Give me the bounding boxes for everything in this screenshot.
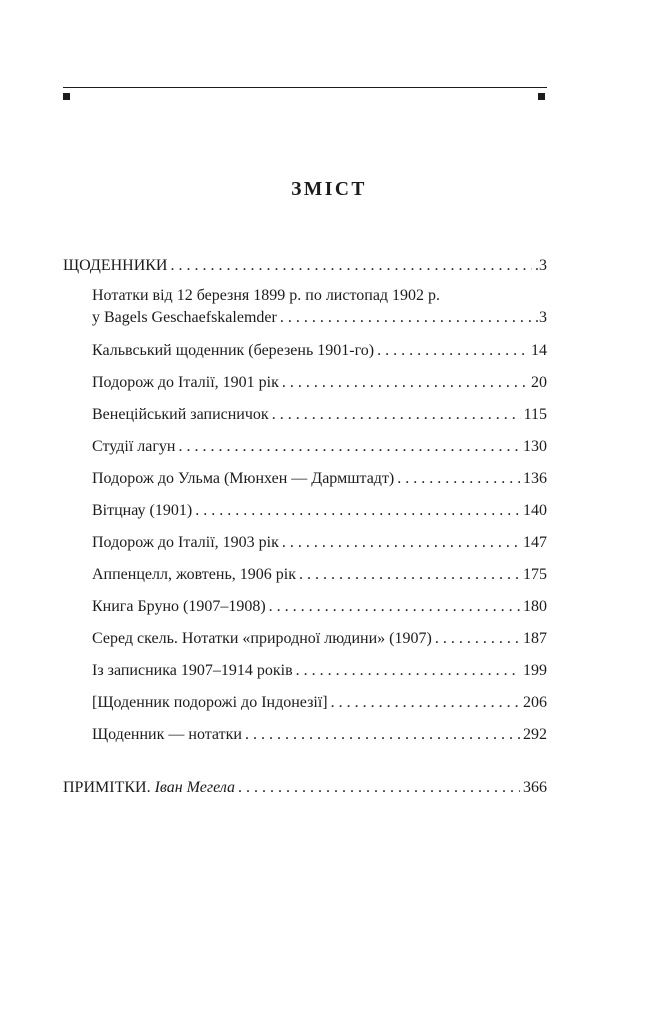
toc-entry-appenzell[interactable] xyxy=(92,565,547,585)
toc-entry-label: Із записника 1907–1914 років xyxy=(92,662,293,679)
toc-entry-label: Кальвський щоденник (березень 1901-го) xyxy=(92,342,375,359)
header-square-left xyxy=(63,93,70,100)
toc-entry-label: Подорож до Італії, 1903 рік xyxy=(92,534,279,551)
toc-notes-label: ПРИМІТКИ. xyxy=(63,779,151,796)
toc-entry-label: у Bagels Geschaefskalemder xyxy=(92,309,277,326)
toc-entry-lagoon-studies[interactable] xyxy=(92,437,547,457)
toc-entry-label: Подорож до Ульма (Мюнхен — Дармштадт) xyxy=(92,470,395,487)
dot-leader xyxy=(178,437,520,457)
toc-entry-page: .3 xyxy=(535,257,547,274)
dot-leader xyxy=(238,778,520,798)
toc-entry-label: [Щоденник подорожі до Індонезії] xyxy=(92,694,328,711)
dot-leader xyxy=(170,256,532,276)
toc-notes-author: Іван Мегела xyxy=(154,779,235,796)
dot-leader xyxy=(435,629,520,649)
toc-entry-calw-diary[interactable] xyxy=(92,341,547,361)
toc-entry-label: Подорож до Італії, 1901 рік xyxy=(92,374,279,391)
dot-leader xyxy=(269,597,520,617)
toc-entry-page: 199 xyxy=(523,662,547,679)
toc-entry-italy-1901[interactable] xyxy=(92,373,547,393)
toc-entry-label: Аппенцелл, жовтень, 1906 рік xyxy=(92,566,296,583)
toc-entry-ulm-trip[interactable] xyxy=(92,469,547,489)
toc-entry-page: 140 xyxy=(523,502,547,519)
toc-title: ЗМІСТ xyxy=(291,179,367,200)
toc-entry-page: 180 xyxy=(523,598,547,615)
dot-leader xyxy=(272,405,521,425)
toc-entry-label: Щоденник — нотатки xyxy=(92,726,242,743)
toc-entry-indonesia-diary[interactable] xyxy=(92,693,547,713)
toc-entry-page: 115 xyxy=(523,406,547,423)
toc-entry-label xyxy=(63,778,235,798)
toc-entry-among-rocks[interactable] xyxy=(92,629,547,649)
toc-entry-page: 175 xyxy=(523,566,547,583)
toc-entry-notes[interactable] xyxy=(63,778,547,798)
toc-entry-label: ЩОДЕННИКИ xyxy=(63,257,168,274)
toc-entry-venice-notebook[interactable] xyxy=(92,405,547,425)
toc-entry-page: 366 xyxy=(523,779,547,796)
toc-entry-page: 147 xyxy=(523,534,547,551)
toc-entry-label-line1: Нотатки від 12 березня 1899 р. по листопад 1902 р. xyxy=(92,287,441,304)
header-rule xyxy=(63,87,547,88)
toc-entry-label: Венеційський записничок xyxy=(92,406,269,423)
toc-entry-vitznau[interactable] xyxy=(92,501,547,521)
toc-entry-page: .3 xyxy=(535,309,547,326)
dot-leader xyxy=(282,373,528,393)
toc-entry-notebook-1907-1914[interactable] xyxy=(92,661,547,681)
toc-entry-bruno-book[interactable] xyxy=(92,597,547,617)
dot-leader xyxy=(296,661,520,681)
toc-entry-page: 20 xyxy=(531,374,547,391)
dot-leader xyxy=(282,533,520,553)
toc-entry-label: Книга Бруно (1907–1908) xyxy=(92,598,266,615)
dot-leader xyxy=(331,693,520,713)
toc-entry-label: Студії лагун xyxy=(92,438,176,455)
toc-entry-page: 187 xyxy=(523,630,547,647)
toc-entry-diaries[interactable] xyxy=(63,256,547,276)
toc-entry-page: 136 xyxy=(523,470,547,487)
toc-entry-label: Вітцнау (1901) xyxy=(92,502,193,519)
dot-leader xyxy=(299,565,520,585)
toc-entry-page: 206 xyxy=(523,694,547,711)
toc-entry-page: 292 xyxy=(523,726,547,743)
toc-entry-bagels[interactable] xyxy=(92,287,547,328)
toc-entry-diary-notes[interactable] xyxy=(92,725,547,745)
toc-entry-page: 130 xyxy=(523,438,547,455)
toc-entry-italy-1903[interactable] xyxy=(92,533,547,553)
toc-entry-label: Серед скель. Нотатки «природної людини» (1907) xyxy=(92,630,432,647)
dot-leader xyxy=(280,308,532,328)
dot-leader xyxy=(195,501,520,521)
toc-entry-page: 14 xyxy=(531,342,547,359)
dot-leader xyxy=(377,341,528,361)
dot-leader xyxy=(245,725,520,745)
header-square-right xyxy=(538,93,545,100)
dot-leader xyxy=(397,469,520,489)
